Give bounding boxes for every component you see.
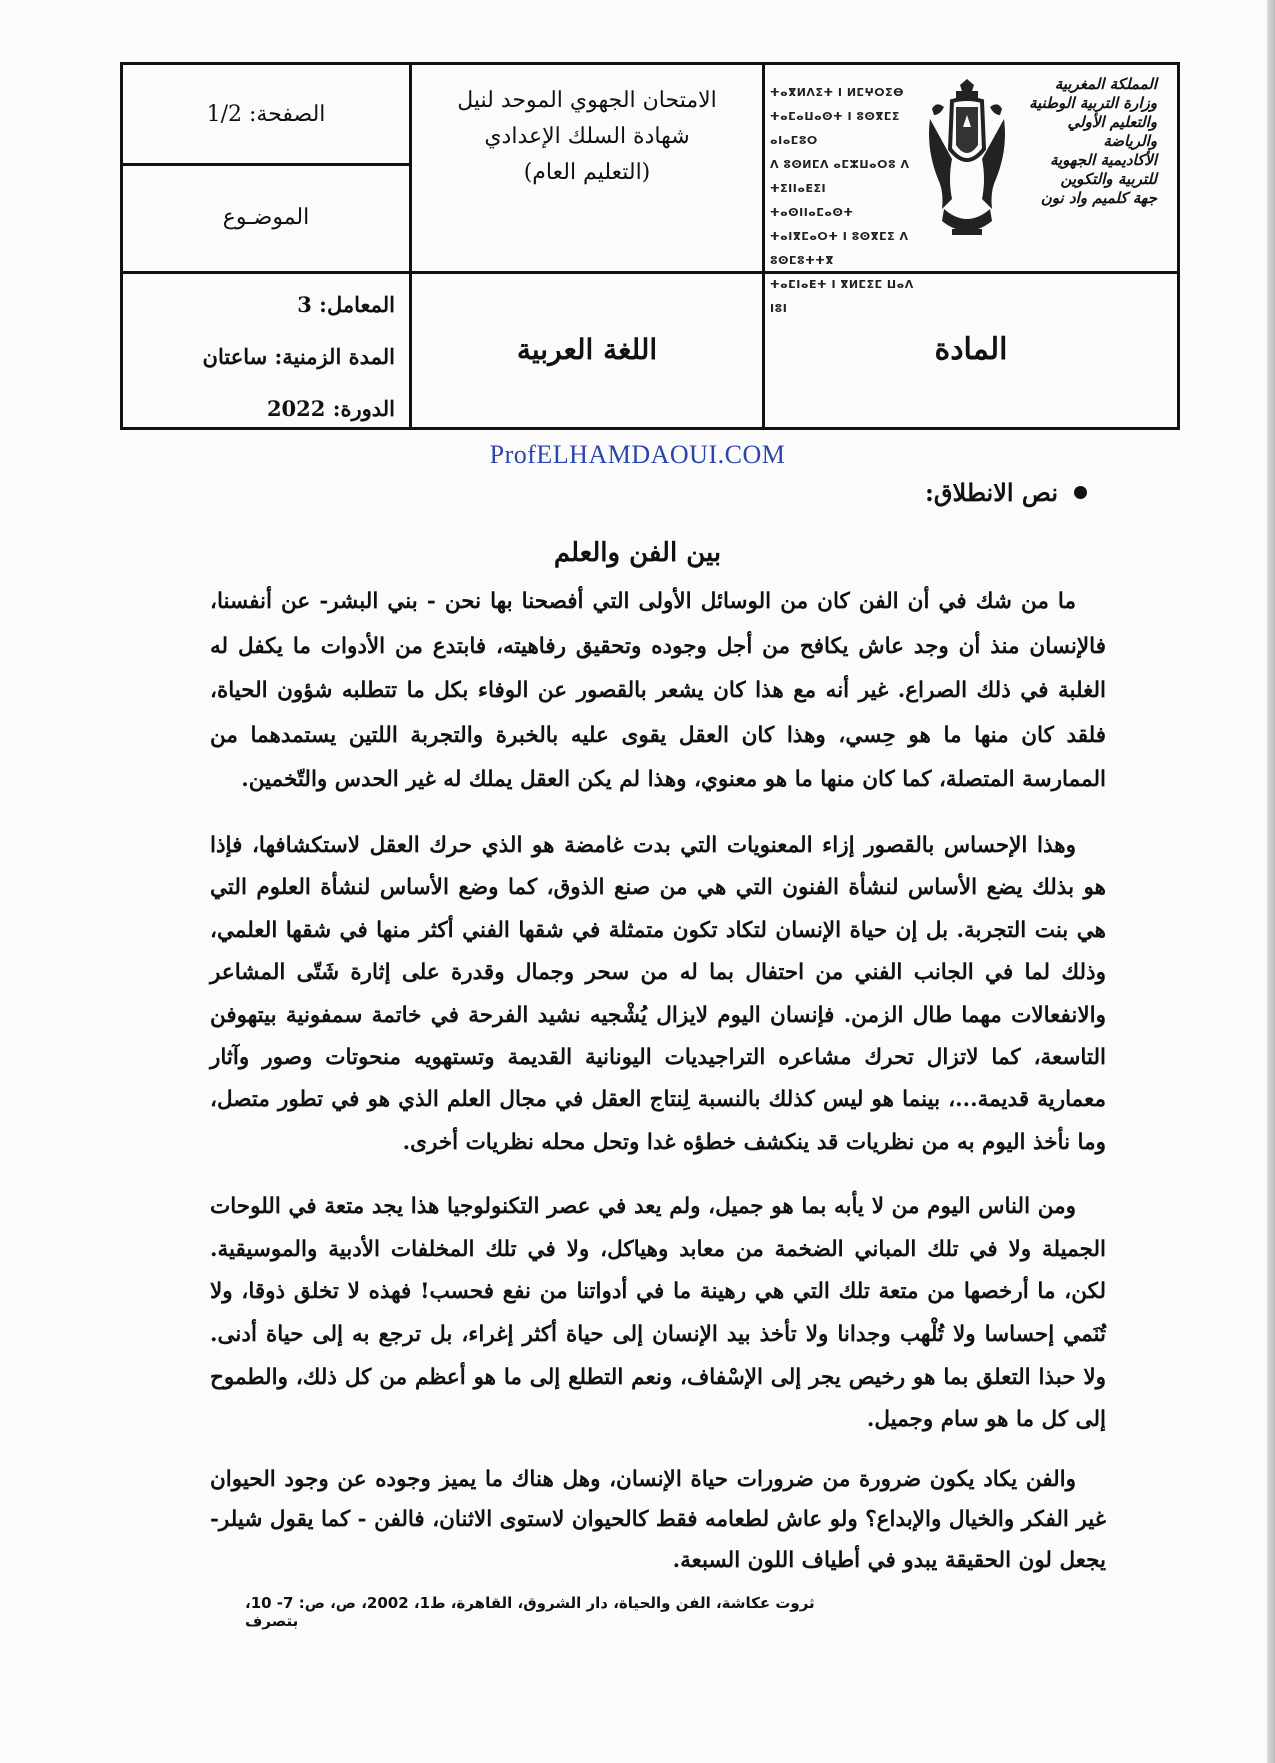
matter-cell [762, 271, 1177, 427]
ministry-cell [762, 65, 1177, 315]
tifinagh-line: ⵜⴰⵙⵏⵏⴰⵎⴰⵙⵜ ⵜⴰⵏⴳⵎⴰⵔⵜ ⵏ ⵓⵙⴳⵎⵉ ⴷ ⵓⵙⵎⵓⵜⵜⴳ [770, 206, 909, 267]
exam-title [412, 83, 762, 191]
session: الدورة: 2022 [266, 396, 395, 421]
coat-of-arms-icon [922, 79, 1012, 249]
ministry-name-arabic [1017, 75, 1157, 208]
paragraph: والفن يكاد يكون ضرورة من ضرورات حياة الإنسان، وهل هناك ما يميز وجوده عن وجود الحيوان غير الفكر والخيال والإبداع؟ ولو عاش لطعامه فقط كالحيوان لاستوى الاثنان، فالفن - كما يقول شيلر- يجعل لون الحقيقة يبدو في أطياف اللون السبعة. [210, 1466, 1106, 1573]
paragraph: ما من شك في أن الفن كان من الوسائل الأولى التي أفصحنا بها نحن - بني البشر- عن أنفسنا، فالإنسان منذ أن وجد عاش يكافح من أجل وجوده وتحقيق رفاهيته، فابتدع من الأدوات ما يكفل له الغلبة في ذلك الصراع. غير أنه مع هذا كان يشعر بالقصور عن الوفاء بكل ما تتطلبه شؤون الحياة، فلقد كان منها ما هو حِسي، وهذا كان العقل يقوى عليه بالخبرة والتجربة اللتين يستمدهما من الممارسة المتصلة، كما كان منها ما هو معنوي، وهذا لم يكن العقل يملك له غير الحدس والتّخمين. [210, 589, 1106, 793]
page-number: الصفحة: 1/2 [123, 65, 409, 166]
paragraph: ومن الناس اليوم من لا يأبه بما هو جميل، ولم يعد في عصر التكنولوجيا هذا يجد متعة في اللوحات الجميلة ولا في تلك المباني الضخمة من معابد وهياكل، ولا في تلك المخلفات الأدبية والموسيقية. لكن، ما أرخصها من متعة تلك التي هي رهينة ما في أدواتنا من نفع فحسب! فهذه لا تخلق ذوقا، ولا تُنَمي إحساسا ولا تُلْهب وجدانا ولا تأخذ بيد الإنسان إلى حياة أكثر إغراء، بل ترجع به إلى حياة أدنى. ولا حبذا التعلق بما هو رخيص يجر إلى الإسْفاف، ونعم التطلع إلى ما هو أعظم من كل ذلك، والطموح إلى كل ما هو سام وجميل. [210, 1194, 1106, 1433]
tifinagh-line: ⵜⴰⵎⴰⵡⴰⵙⵜ ⵏ ⵓⵙⴳⵎⵉ ⴰⵏⴰⵎⵓⵔ [770, 110, 900, 147]
tifinagh-line: ⵜⴰⴳⵍⴷⵉⵜ ⵏ ⵍⵎⵖⵔⵉⴱ [770, 86, 905, 99]
subject-name: اللغة العربية [516, 332, 658, 366]
coefficient: المعامل: 3 [297, 292, 395, 317]
page-edge [1267, 0, 1275, 1763]
page-info-cell [123, 65, 409, 271]
tifinagh-line: ⵜⴰⵎⵏⴰⴹⵜ ⵏ ⴳⵍⵎⵉⵎ ⵡⴰⴷ ⵏⵓⵏ [770, 278, 914, 315]
exam-title-line: شهادة السلك الإعدادي [484, 124, 690, 149]
tifinagh-line: ⴷ ⵓⵙⵍⵎⴷ ⴰⵎⵣⵡⴰⵔⵓ ⴷ ⵜⵉⵏⵏⴰⴹⵉⵏ [770, 158, 910, 195]
watermark-link: ProfELHAMDAOUI.COM [489, 440, 786, 469]
reading-text [210, 580, 1106, 1581]
exam-meta-cell [123, 271, 409, 427]
paragraph: وهذا الإحساس بالقصور إزاء المعنويات التي بدت غامضة هو الذي حرك العقل لاستكشافها، فإذا هو بذلك يضع الأساس لنشأة الفنون التي هي من صنع الذوق، كما وضع الأساس لنشأة العلوم التي هي بنت التجربة. بل إن حياة الإنسان لتكاد تكون متمثلة في شقها الفني أكثر منها في شقها العلمي، وذلك لما في الجانب الفني من احتفال بما له من سحر وجمال وقدرة على إثارة شَتّى المشاعر والانفعالات مهما طال الزمن. فإنسان اليوم لايزال يُشْجيه نشيد الفرحة في خاتمة سمفونية بيتهوفن التاسعة، كما لاتزال تحرك مشاعره التراجيديات اليونانية القديمة وتستهويه منحوتات وصور وآثار معمارية قديمة...، بينما هو ليس كذلك بالنسبة لِنتاج العقل في مجال العلم الذي هو في تطور متصل، وما نأخذ اليوم به من نظريات قد ينكشف خطؤه غدا وتحل محله نظريات أخرى. [210, 832, 1106, 1155]
bullet-icon [1074, 486, 1087, 499]
ministry-line: المملكة المغربية [1054, 75, 1157, 93]
exam-title-line: الامتحان الجهوي الموحد لنيل [457, 88, 717, 113]
ministry-line: جهة كلميم واد نون [1040, 189, 1157, 207]
subject-label: الموضـوع [222, 204, 310, 230]
language-cell [409, 271, 762, 427]
exam-title-line: (التعليم العام) [523, 160, 651, 185]
exam-title-cell [409, 65, 762, 271]
text-title: بين الفن والعلم [553, 538, 722, 568]
intro-heading [925, 478, 1087, 507]
exam-meta [203, 279, 395, 435]
matter-label: المادة [934, 331, 1008, 367]
ministry-line: والتعليم الأولي والرياضة [1067, 113, 1157, 150]
header-row-bottom [123, 271, 1177, 427]
duration: المدة الزمنية: ساعتان [202, 344, 395, 369]
source-citation [245, 1594, 845, 1630]
exam-header-table [120, 62, 1180, 430]
intro-label: نص الانطلاق: [925, 478, 1058, 507]
source-text: ثروت عكاشة، الفن والحياة، دار الشروق، القاهرة، ط1، 2002، ص، ص: 7- 10، بتصرف [245, 1594, 815, 1630]
ministry-line: الأكاديمية الجهوية للتربية والتكوين [1049, 151, 1157, 188]
ministry-line: وزارة التربية الوطنية [1028, 94, 1157, 112]
